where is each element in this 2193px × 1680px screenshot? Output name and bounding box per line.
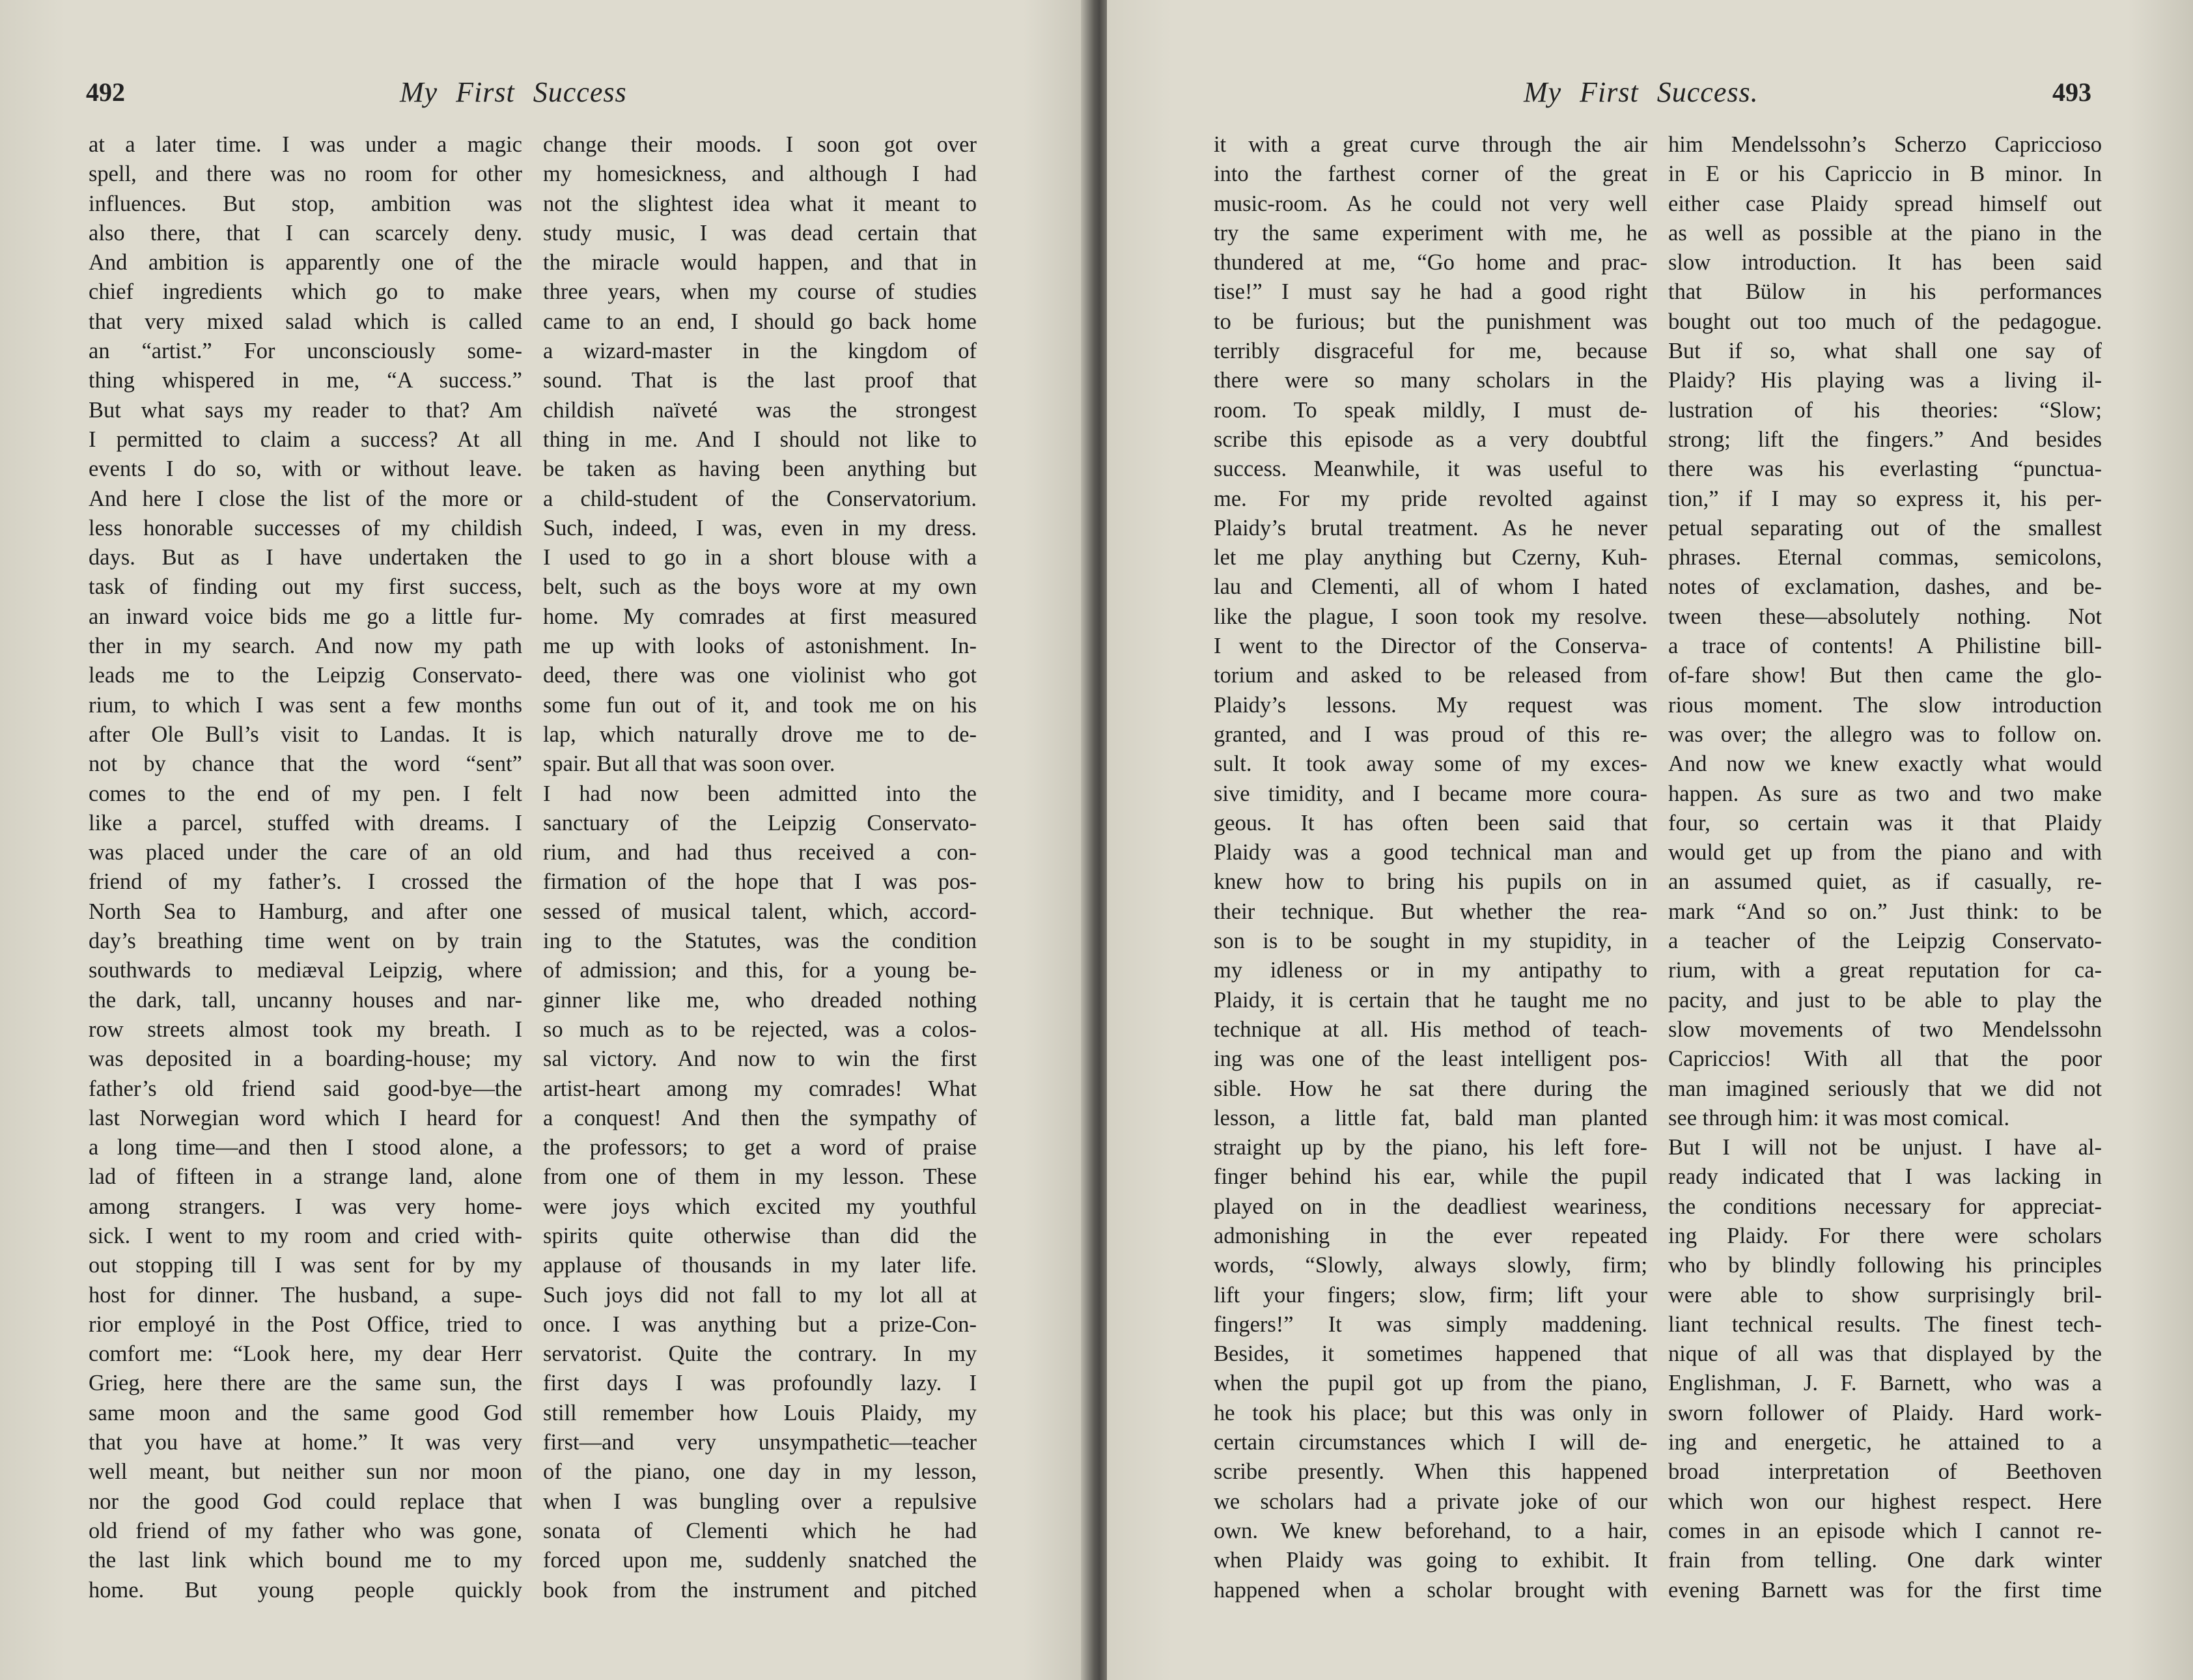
text-line: broad interpretation of Beethoven (1668, 1459, 2102, 1485)
text-line: son is to be sought in my stupidity, in (1214, 929, 1647, 954)
text-line: pacity, and just to be able to play the (1668, 987, 2102, 1013)
text-line: tion,” if I may so express it, his per- (1668, 486, 2102, 511)
text-line: servatorist. Quite the contrary. In my (543, 1341, 977, 1367)
text-line: granted, and I was proud of this re- (1214, 721, 1647, 747)
text-line: ing Plaidy. For there were scholars (1668, 1223, 2102, 1248)
text-line: influences. But stop, ambition was (89, 191, 522, 216)
text-line: were joys which excited my youthful (543, 1194, 977, 1219)
text-line: he took his place; but this was only in (1214, 1400, 1647, 1425)
text-line: were able to show surprisingly bril- (1668, 1282, 2102, 1308)
text-line: not by chance that the word “sent” (89, 751, 522, 777)
text-line: a trace of contents! A Philistine bill- (1668, 634, 2102, 659)
text-line: row streets almost took my breath. I (89, 1016, 522, 1042)
text-line: sound. That is the last proof that (543, 368, 977, 393)
left-page (0, 0, 1089, 1680)
text-line: sanctuary of the Leipzig Conservato- (543, 810, 977, 835)
text-line: last Norwegian word which I heard for (89, 1105, 522, 1130)
text-line: of the piano, one day in my lesson, (543, 1459, 977, 1485)
text-line: at a later time. I was under a magic (89, 132, 522, 157)
text-line: the last link which bound me to my (89, 1548, 522, 1573)
text-line: Englishman, J. F. Barnett, who was a (1668, 1371, 2102, 1396)
text-line: my idleness or in my antipathy to (1214, 958, 1647, 983)
text-line: the professors; to get a word of praise (543, 1135, 977, 1160)
text-line: scribe presently. When this happened (1214, 1459, 1647, 1485)
text-line: see through him: it was most comical. (1668, 1105, 2010, 1130)
text-line: words, “Slowly, always slowly, firm; (1214, 1253, 1647, 1278)
text-line: lap, which naturally drove me to de- (543, 721, 977, 747)
text-line: comes in an episode which I cannot re- (1668, 1518, 2102, 1543)
text-line: was placed under the care of an old (89, 840, 522, 865)
text-line: rious moment. The slow introduction (1668, 692, 2102, 718)
text-line: petual separating out of the smallest (1668, 515, 2102, 540)
right-page (1107, 0, 2193, 1680)
text-line: room. To speak mildly, I must de- (1214, 397, 1647, 423)
text-line: tise!” I must say he had a good right (1214, 279, 1647, 305)
text-line: geous. It has often been said that (1214, 810, 1647, 835)
text-line: slow movements of two Mendelssohn (1668, 1016, 2102, 1042)
text-line: less honorable successes of my childish (89, 515, 522, 540)
text-line: success. Meanwhile, it was useful to (1214, 456, 1647, 482)
text-line: four, so certain was it that Plaidy (1668, 810, 2102, 835)
text-line: sult. It took away some of my exces- (1214, 751, 1647, 777)
text-line: nor the good God could replace that (89, 1489, 522, 1514)
text-line: thundered at me, “Go home and prac- (1214, 250, 1647, 275)
text-line: comfort me: “Look here, my dear Herr (89, 1341, 522, 1367)
text-line: But I will not be unjust. I have al- (1668, 1135, 2102, 1160)
text-line: evening Barnett was for the first time (1668, 1577, 2102, 1603)
text-line: that Bülow in his performances (1668, 279, 2102, 305)
text-line: Besides, it sometimes happened that (1214, 1341, 1647, 1367)
text-line: the dark, tall, uncanny houses and nar- (89, 987, 522, 1013)
text-line: an inward voice bids me go a little fur- (89, 604, 522, 629)
text-line: forced upon me, suddenly snatched the (543, 1548, 977, 1573)
text-line: sworn follower of Plaidy. Hard work- (1668, 1400, 2102, 1425)
text-line: thing in me. And I should not like to (543, 427, 977, 452)
text-line: sessed of musical talent, which, accord- (543, 899, 977, 924)
text-line: sible. How he sat there during the (1214, 1076, 1647, 1101)
right-page-column-2 (1668, 130, 2102, 1605)
text-line: Plaidy was a good technical man and (1214, 840, 1647, 865)
text-line: liant technical results. The finest tech- (1668, 1311, 2102, 1337)
text-line: like a parcel, stuffed with dreams. I (89, 810, 522, 835)
text-line: father’s old friend said good-bye—the (89, 1076, 522, 1101)
text-line: there were so many scholars in the (1214, 368, 1647, 393)
text-line: task of finding out my first success, (89, 574, 522, 600)
text-line: of-fare show! But then came the glo- (1668, 663, 2102, 688)
text-line: Plaidy’s lessons. My request was (1214, 692, 1647, 718)
text-line: ing to the Statutes, was the condition (543, 929, 977, 954)
text-line: Grieg, here there are the same sun, the (89, 1371, 522, 1396)
text-line: sal victory. And now to win the first (543, 1046, 977, 1072)
text-line: so much as to be rejected, was a colos- (543, 1016, 977, 1042)
text-line: Such, indeed, I was, even in my dress. (543, 515, 977, 540)
text-line: when I was bungling over a repulsive (543, 1489, 977, 1514)
text-line: me up with looks of astonishment. In- (543, 634, 977, 659)
text-line: artist-heart among my comrades! What (543, 1076, 977, 1101)
right-page-column-1 (1214, 130, 1647, 1605)
text-line: lesson, a little fat, bald man planted (1214, 1105, 1647, 1130)
text-line: deed, there was one violinist who got (543, 663, 977, 688)
text-line: day’s breathing time went on by train (89, 929, 522, 954)
text-line: me. For my pride revolted against (1214, 486, 1647, 511)
text-line: my homesickness, and although I had (543, 161, 977, 187)
page-number: 493 (2052, 77, 2091, 107)
text-line: Such joys did not fall to my lot all at (543, 1282, 977, 1308)
text-line: notes of exclamation, dashes, and be- (1668, 574, 2102, 600)
text-line: certain circumstances which I will de- (1214, 1430, 1647, 1455)
text-line: And now we knew exactly what would (1668, 751, 2102, 777)
text-line: the conditions necessary for appreciat- (1668, 1194, 2102, 1219)
text-line: events I do so, with or without leave. (89, 456, 522, 482)
text-line: frain from telling. One dark winter (1668, 1548, 2102, 1573)
text-line: music-room. As he could not very well (1214, 191, 1647, 216)
text-line: the miracle would happen, and that in (543, 250, 977, 275)
text-line: study music, I was dead certain that (543, 220, 977, 245)
left-page-column-1 (89, 130, 522, 1605)
text-line: played on in the deadliest weariness, (1214, 1194, 1647, 1219)
text-line: old friend of my father who was gone, (89, 1518, 522, 1543)
text-line: an assumed quiet, as if casually, re- (1668, 869, 2102, 895)
text-line: three years, when my course of studies (543, 279, 977, 305)
text-line: man imagined seriously that we did not (1668, 1076, 2102, 1101)
text-line: spell, and there was no room for other (89, 161, 522, 187)
text-line: bought out too much of the pedagogue. (1668, 309, 2102, 334)
text-line: lustration of his theories: “Slow; (1668, 397, 2102, 423)
text-line: not the slightest idea what it meant to (543, 191, 977, 216)
text-line: rium, to which I was sent a few months (89, 692, 522, 718)
text-line: nique of all was that displayed by the (1668, 1341, 2102, 1367)
text-line: tween these—absolutely nothing. Not (1668, 604, 2102, 629)
text-line: ing was one of the least intelligent pos- (1214, 1046, 1647, 1072)
text-line: straight up by the piano, his left fore- (1214, 1135, 1647, 1160)
text-line: of admission; and this, for a young be- (543, 958, 977, 983)
text-line: But what says my reader to that? Am (89, 397, 522, 423)
text-line: But if so, what shall one say of (1668, 339, 2102, 364)
running-head: My First Success (400, 76, 627, 108)
text-line: spair. But all that was soon over. (543, 751, 835, 777)
text-line: who by blindly following his principles (1668, 1253, 2102, 1278)
text-line: strong; lift the fingers.” And besides (1668, 427, 2102, 452)
text-line: North Sea to Hamburg, and after one (89, 899, 522, 924)
text-line: friend of my father’s. I crossed the (89, 869, 522, 895)
text-line: first—and very unsympathetic—teacher (543, 1430, 977, 1455)
page-number: 492 (86, 77, 125, 107)
text-line: Plaidy, it is certain that he taught me no (1214, 987, 1647, 1013)
text-line: an “artist.” For unconsciously some- (89, 339, 522, 364)
text-line: And here I close the list of the more or (89, 486, 522, 511)
text-line: from one of them in my lesson. These (543, 1164, 977, 1190)
text-line: technique at all. His method of teach- (1214, 1016, 1647, 1042)
text-line: phrases. Eternal commas, semicolons, (1668, 545, 2102, 570)
text-line: I went to the Director of the Conserva- (1214, 634, 1647, 659)
text-line: ready indicated that I was lacking in (1668, 1164, 2102, 1190)
text-line: some fun out of it, and took me on his (543, 692, 977, 718)
text-line: like the plague, I soon took my resolve. (1214, 604, 1647, 629)
text-line: Plaidy’s brutal treatment. As he never (1214, 515, 1647, 540)
text-line: once. I was anything but a prize-Con- (543, 1311, 977, 1337)
text-line: as well as possible at the piano in the (1668, 220, 2102, 245)
text-line: own. We knew beforehand, to a hair, (1214, 1518, 1647, 1543)
text-line: out stopping till I was sent for by my (89, 1253, 522, 1278)
text-line: book from the instrument and pitched (543, 1577, 977, 1603)
text-line: sick. I went to my room and cried with- (89, 1223, 522, 1248)
text-line: home. But young people quickly (89, 1577, 522, 1603)
text-line: firmation of the hope that I was pos- (543, 869, 977, 895)
text-line: I used to go in a short blouse with a (543, 545, 977, 570)
text-line: which won our highest respect. Here (1668, 1489, 2102, 1514)
text-line: And ambition is apparently one of the (89, 250, 522, 275)
text-line: first days I was profoundly lazy. I (543, 1371, 977, 1396)
text-line: try the same experiment with me, he (1214, 220, 1647, 245)
text-line: happened when a scholar brought with (1214, 1577, 1647, 1603)
text-line: happen. As sure as two and two make (1668, 781, 2102, 806)
text-line: well meant, but neither sun nor moon (89, 1459, 522, 1485)
text-line: that you have at home.” It was very (89, 1430, 522, 1455)
text-line: rium, and had thus received a con- (543, 840, 977, 865)
running-head: My First Success. (1524, 76, 1759, 108)
text-line: ther in my search. And now my path (89, 634, 522, 659)
text-line: comes to the end of my pen. I felt (89, 781, 522, 806)
text-line: into the farthest corner of the great (1214, 161, 1647, 187)
text-line: after Ole Bull’s visit to Landas. It is (89, 721, 522, 747)
text-line: change their moods. I soon got over (543, 132, 977, 157)
text-line: rior employé in the Post Office, tried to (89, 1311, 522, 1337)
text-line: I had now been admitted into the (543, 781, 977, 806)
text-line: a child-student of the Conservatorium. (543, 486, 977, 511)
text-line: rium, with a great reputation for ca- (1668, 958, 2102, 983)
text-line: him Mendelssohn’s Scherzo Capriccioso (1668, 132, 2102, 157)
text-line: their technique. But whether the rea- (1214, 899, 1647, 924)
text-line: it with a great curve through the air (1214, 132, 1647, 157)
text-line: ginner like me, who dreaded nothing (543, 987, 977, 1013)
text-line: be taken as having been anything but (543, 456, 977, 482)
text-line: admonishing in the ever repeated (1214, 1223, 1647, 1248)
text-line: days. But as I have undertaken the (89, 545, 522, 570)
text-line: was over; the allegro was to follow on. (1668, 721, 2102, 747)
text-line: slow introduction. It has been said (1668, 250, 2102, 275)
text-line: torium and asked to be released from (1214, 663, 1647, 688)
text-line: either case Plaidy spread himself out (1668, 191, 2102, 216)
text-line: a wizard-master in the kingdom of (543, 339, 977, 364)
text-line: a long time—and then I stood alone, a (89, 1135, 522, 1160)
text-line: leads me to the Leipzig Conservato- (89, 663, 522, 688)
text-line: lift your fingers; slow, firm; lift your (1214, 1282, 1647, 1308)
text-line: when Plaidy was going to exhibit. It (1214, 1548, 1647, 1573)
text-line: same moon and the same good God (89, 1400, 522, 1425)
text-line: when the pupil got up from the piano, (1214, 1371, 1647, 1396)
text-line: belt, such as the boys wore at my own (543, 574, 977, 600)
text-line: host for dinner. The husband, a supe- (89, 1282, 522, 1308)
text-line: I permitted to claim a success? At all (89, 427, 522, 452)
text-line: there was his everlasting “punctua- (1668, 456, 2102, 482)
text-line: also there, that I can scarcely deny. (89, 220, 522, 245)
text-line: still remember how Louis Plaidy, my (543, 1400, 977, 1425)
text-line: knew how to bring his pupils on in (1214, 869, 1647, 895)
text-line: Capriccios! With all that the poor (1668, 1046, 2102, 1072)
text-line: chief ingredients which go to make (89, 279, 522, 305)
left-page-column-2 (543, 130, 977, 1605)
text-line: that very mixed salad which is called (89, 309, 522, 334)
text-line: southwards to mediæval Leipzig, where (89, 958, 522, 983)
text-line: fingers!” It was simply maddening. (1214, 1311, 1647, 1337)
text-line: in E or his Capriccio in B minor. In (1668, 161, 2102, 187)
text-line: would get up from the piano and with (1668, 840, 2102, 865)
text-line: home. My comrades at first measured (543, 604, 977, 629)
text-line: finger behind his ear, while the pupil (1214, 1164, 1647, 1190)
text-line: let me play anything but Czerny, Kuh- (1214, 545, 1647, 570)
text-line: a conquest! And then the sympathy of (543, 1105, 977, 1130)
text-line: thing whispered in me, “A success.” (89, 368, 522, 393)
text-line: scribe this episode as a very doubtful (1214, 427, 1647, 452)
text-line: to be furious; but the punishment was (1214, 309, 1647, 334)
text-line: ing and energetic, he attained to a (1668, 1430, 2102, 1455)
text-line: spirits quite otherwise than did the (543, 1223, 977, 1248)
text-line: Plaidy? His playing was a living il- (1668, 368, 2102, 393)
text-line: lau and Clementi, all of whom I hated (1214, 574, 1647, 600)
text-line: mark “And so on.” Just think: to be (1668, 899, 2102, 924)
text-line: among strangers. I was very home- (89, 1194, 522, 1219)
text-line: came to an end, I should go back home (543, 309, 977, 334)
text-line: terribly disgraceful for me, because (1214, 339, 1647, 364)
text-line: childish naïveté was the strongest (543, 397, 977, 423)
text-line: sonata of Clementi which he had (543, 1518, 977, 1543)
text-line: applause of thousands in my later life. (543, 1253, 977, 1278)
text-line: was deposited in a boarding-house; my (89, 1046, 522, 1072)
text-line: a teacher of the Leipzig Conservato- (1668, 929, 2102, 954)
text-line: we scholars had a private joke of our (1214, 1489, 1647, 1514)
text-line: sive timidity, and I became more coura- (1214, 781, 1647, 806)
text-line: lad of fifteen in a strange land, alone (89, 1164, 522, 1190)
